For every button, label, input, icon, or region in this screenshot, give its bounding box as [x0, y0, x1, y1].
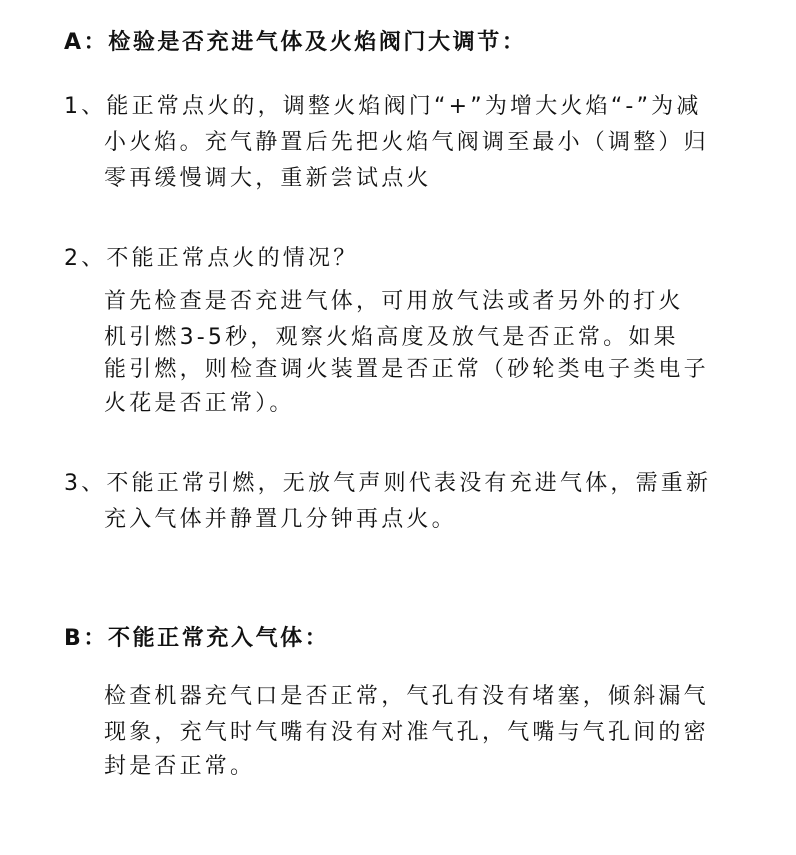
- item-1-line-2: 小火焰。充气静置后先把火焰气阀调至最小（调整）归: [104, 130, 709, 155]
- section-b-line-1: 检查机器充气口是否正常，气孔有没有堵塞，倾斜漏气: [104, 684, 709, 709]
- item-1-line-3: 零再缓慢调大，重新尝试点火: [104, 166, 432, 191]
- section-b-title: B：不能正常充入气体：: [64, 626, 330, 651]
- section-a-title: A：检验是否充进气体及火焰阀门大调节：: [64, 30, 527, 55]
- item-1-line-1: 1、能正常点火的，调整火焰阀门“+”为增大火焰“-”为减: [64, 94, 702, 119]
- section-b-line-3: 封是否正常。: [104, 754, 256, 779]
- section-b-line-2: 现象，充气时气嘴有没有对准气孔，气嘴与气孔间的密: [104, 720, 709, 745]
- item-2-line-2: 机引燃3-5秒，观察火焰高度及放气是否正常。如果: [104, 325, 679, 350]
- item-2-line-1: 首先检查是否充进气体，可用放气法或者另外的打火: [104, 289, 684, 314]
- item-2-line-3: 能引燃，则检查调火装置是否正常（砂轮类电子类电子: [104, 357, 709, 382]
- item-3-line-2: 充入气体并静置几分钟再点火。: [104, 507, 457, 532]
- item-3-line-1: 3、不能正常引燃，无放气声则代表没有充进气体，需重新: [64, 471, 712, 496]
- item-2-heading: 2、不能正常点火的情况？: [64, 246, 359, 271]
- item-2-line-4: 火花是否正常）。: [104, 391, 295, 416]
